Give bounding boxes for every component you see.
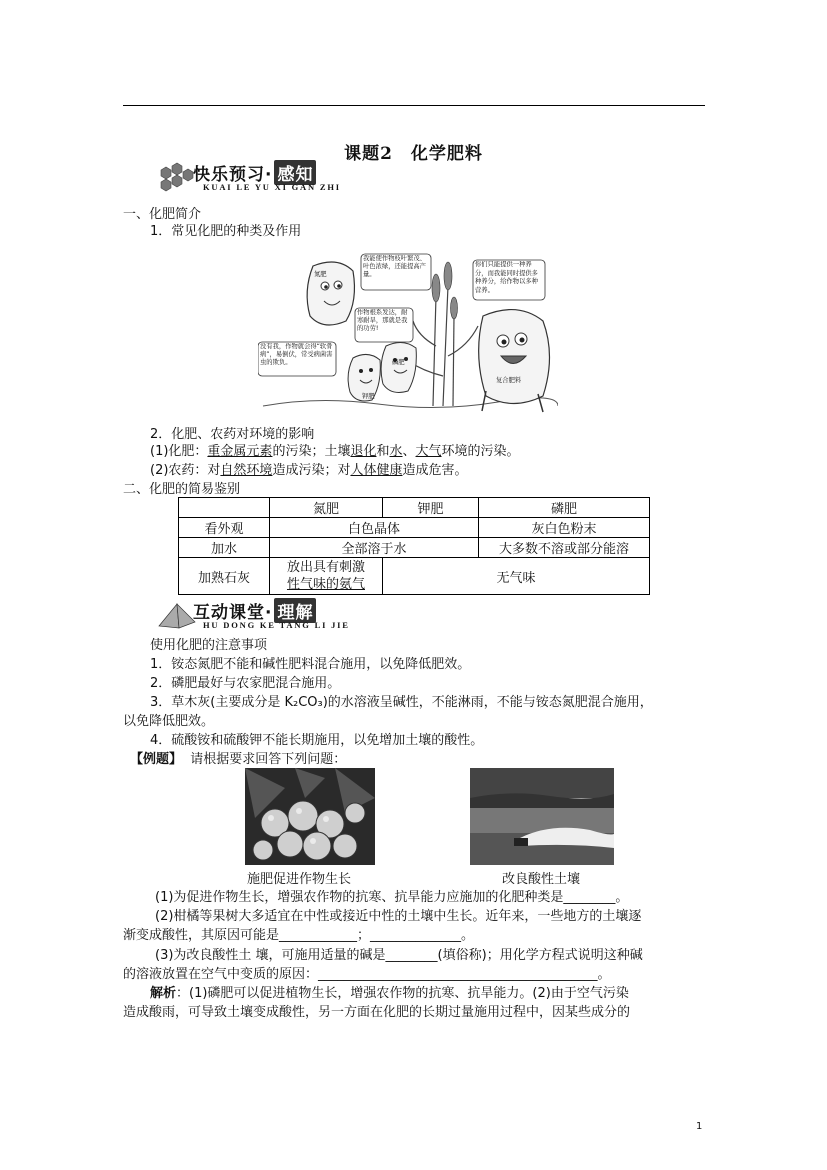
nitrogen-speech: 我能使作物枝叶繁茂、叶色浓绿，还能提高产量。: [363, 255, 426, 278]
table-cell: 无气味: [383, 558, 650, 595]
table-cell: 放出具有刺激 性气味的氨气: [270, 558, 383, 595]
table-cell: 全部溶于水: [270, 538, 479, 558]
note-3-cont: 以免降低肥效。: [123, 714, 215, 729]
note-3: 3．草木灰(主要成分是 K₂CO₃)的水溶液呈碱性，不能淋雨，不能与铵态氮肥混合施用，: [150, 695, 653, 710]
banner-title-2: 互动课堂· 理解: [193, 598, 316, 623]
row-label: 看外观: [179, 518, 270, 538]
question-2-cont: 渐变成酸性，其原因可能是____________；______________。: [123, 928, 475, 943]
fertilizer-cartoon-illustration: [258, 246, 558, 416]
analysis-cont: 造成酸雨，可导致土壤变成酸性，另一方面在化肥的长期过量施用过程中，因某些成分的: [123, 1005, 631, 1020]
identification-table: [178, 497, 650, 595]
note-2: 2．磷肥最好与农家肥混合施用。: [150, 676, 341, 691]
impact-fertilizer: (1)化肥：重金属元素的污染；土壤退化和水、大气环境的污染。: [150, 444, 520, 459]
photo-caption-2: 改良酸性土壤: [502, 872, 581, 887]
orange-tree-photo: [245, 768, 375, 865]
photo-caption-1: 施肥促进作物生长: [247, 872, 352, 887]
section-heading-2: 二、化肥的简易鉴别: [123, 482, 241, 497]
compound-speech: 你们只能提供一种养分，而我能同时提供多种养分，给作物以多种营养。: [475, 261, 538, 294]
header-rule: [123, 105, 705, 106]
banner-title: 快乐预习· 感知: [193, 160, 316, 185]
example-prompt: 【例题】 请根据要求回答下列问题：: [130, 752, 347, 767]
section-banner-interactive: [155, 598, 355, 638]
svg-text:复合肥料: 复合肥料: [496, 377, 522, 384]
banner-subtitle-2: HU DONG KE TANG LI JIE: [203, 620, 350, 630]
row-label: 加熟石灰: [179, 558, 270, 595]
row-label: 加水: [179, 538, 270, 558]
subsection-heading: 1．常见化肥的种类及作用: [150, 224, 302, 239]
svg-text:磷肥: 磷肥: [392, 359, 405, 366]
potassium-speech: 没有我，作物就会得“软骨病”，易倒伏，常受病菌害虫的欺负。: [260, 343, 333, 366]
th-potassium: 钾肥: [383, 498, 479, 518]
section-heading: 一、化肥简介: [123, 207, 202, 222]
phosphorus-fertilizer-bag-icon: [381, 342, 416, 392]
phosphorus-speech: 作物根系发达，耐寒耐旱，那就是我的功劳!: [357, 309, 408, 332]
svg-text:氮肥: 氮肥: [314, 271, 327, 278]
table-cell: 灰白色粉末: [479, 518, 650, 538]
compound-fertilizer-bag-icon: [479, 310, 550, 412]
note-4: 4．硫酸铵和硫酸钾不能长期施用，以免增加土壤的酸性。: [150, 733, 484, 748]
svg-text:钾肥: 钾肥: [362, 393, 375, 400]
subsection-heading-2: 2．化肥、农药对环境的影响: [150, 427, 315, 442]
question-3-cont: 的溶液放置在空气中变质的原因：___________________________________________。: [123, 967, 611, 982]
analysis: 解析：(1)磷肥可以促进植物生长，增强农作物的抗寒、抗旱能力。(2)由于空气污染: [150, 986, 629, 1001]
banner-subtitle: KUAI LE YU XI GAN ZHI: [203, 182, 341, 192]
question-3: (3)为改良酸性土 壤，可施用适量的碱是________(填俗称)；用化学方程式说明这种碱: [155, 948, 643, 963]
th-phosphorus: 磷肥: [479, 498, 650, 518]
page-number: 1: [696, 1121, 703, 1132]
question-1: (1)为促进作物生长，增强农作物的抗寒、抗旱能力应施加的化肥种类是________。: [155, 890, 629, 905]
table-cell: 白色晶体: [270, 518, 479, 538]
notes-heading: 使用化肥的注意事项: [150, 638, 268, 653]
section-banner-preview: [155, 160, 355, 200]
th-nitrogen: 氮肥: [270, 498, 383, 518]
question-2: (2)柑橘等果树大多适宜在中性或接近中性的土壤中生长。近年来，一些地方的土壤逐: [155, 909, 642, 924]
table-cell: 大多数不溶或部分能溶: [479, 538, 650, 558]
impact-pesticide: (2)农药：对自然环境造成污染；对人体健康造成危害。: [150, 463, 468, 478]
field-lime-photo: [470, 768, 614, 865]
page-title: 课题2 化学肥料: [344, 144, 483, 164]
note-1: 1．铵态氮肥不能和碱性肥料混合施用，以免降低肥效。: [150, 657, 471, 672]
